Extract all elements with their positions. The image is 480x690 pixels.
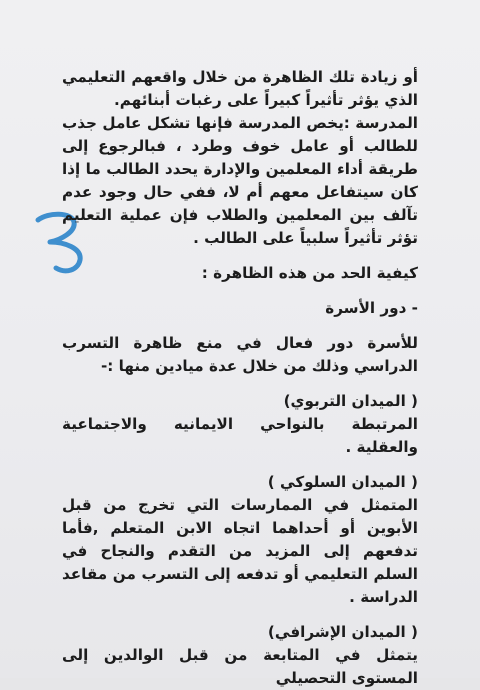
- section-heading-reduce-phenomenon: كيفية الحد من هذه الظاهرة :: [201, 264, 418, 282]
- subheading-behavioral-field: ( الميدان السلوكي ): [267, 473, 418, 491]
- paragraph-family-influence: أو زيادة تلك الظاهرة من خلال واقعهم التعليمي الذي يؤثر تأثيراً كبيراً على رغبات أبنائهم.: [62, 68, 418, 109]
- paragraph-supervisory-field: يتمثل في المتابعة من قبل الوالدين إلى المستوى التحصيلي: [62, 646, 418, 687]
- paragraph-behavioral-field: المتمثل في الممارسات التي تخرج من قبل الأبوين أو أحداهما اتجاه الابن المتعلم ,فأما تدفعهم إلى المزيد من التقدم والنجاح في السلم التعليمي أو تدفعه إلى التسرب من مقاعد الدراسة .: [62, 496, 418, 606]
- subheading-supervisory-field: ( الميدان الإشرافي): [267, 623, 418, 641]
- subheading-educational-field: ( الميدان التربوي): [283, 392, 418, 410]
- paragraph-school-factor: المدرسة :يخص المدرسة فإنها تشكل عامل جذب للطالب أو عامل خوف وطرد ، فبالرجوع إلى طريقة أداء المعلمين والإدارة يحدد الطالب ما إذا كان سيتفاعل معهم أم لا، ففي حال وجود عدم تآلف بين المعلمين والطلاب فإن عملية التعليم تؤثر تأثيراً سلبياً على الطالب .: [62, 114, 418, 247]
- paragraph-family-role: للأسرة دور فعال في منع ظاهرة التسرب الدراسي وذلك من خلال عدة ميادين منها :-: [62, 334, 418, 375]
- paragraph-educational-field: المرتبطة بالنواحي الايمانيه والاجتماعية والعقلية .: [62, 415, 418, 456]
- document-body: [62, 66, 418, 690]
- subheading-family-role: - دور الأسرة: [325, 299, 418, 317]
